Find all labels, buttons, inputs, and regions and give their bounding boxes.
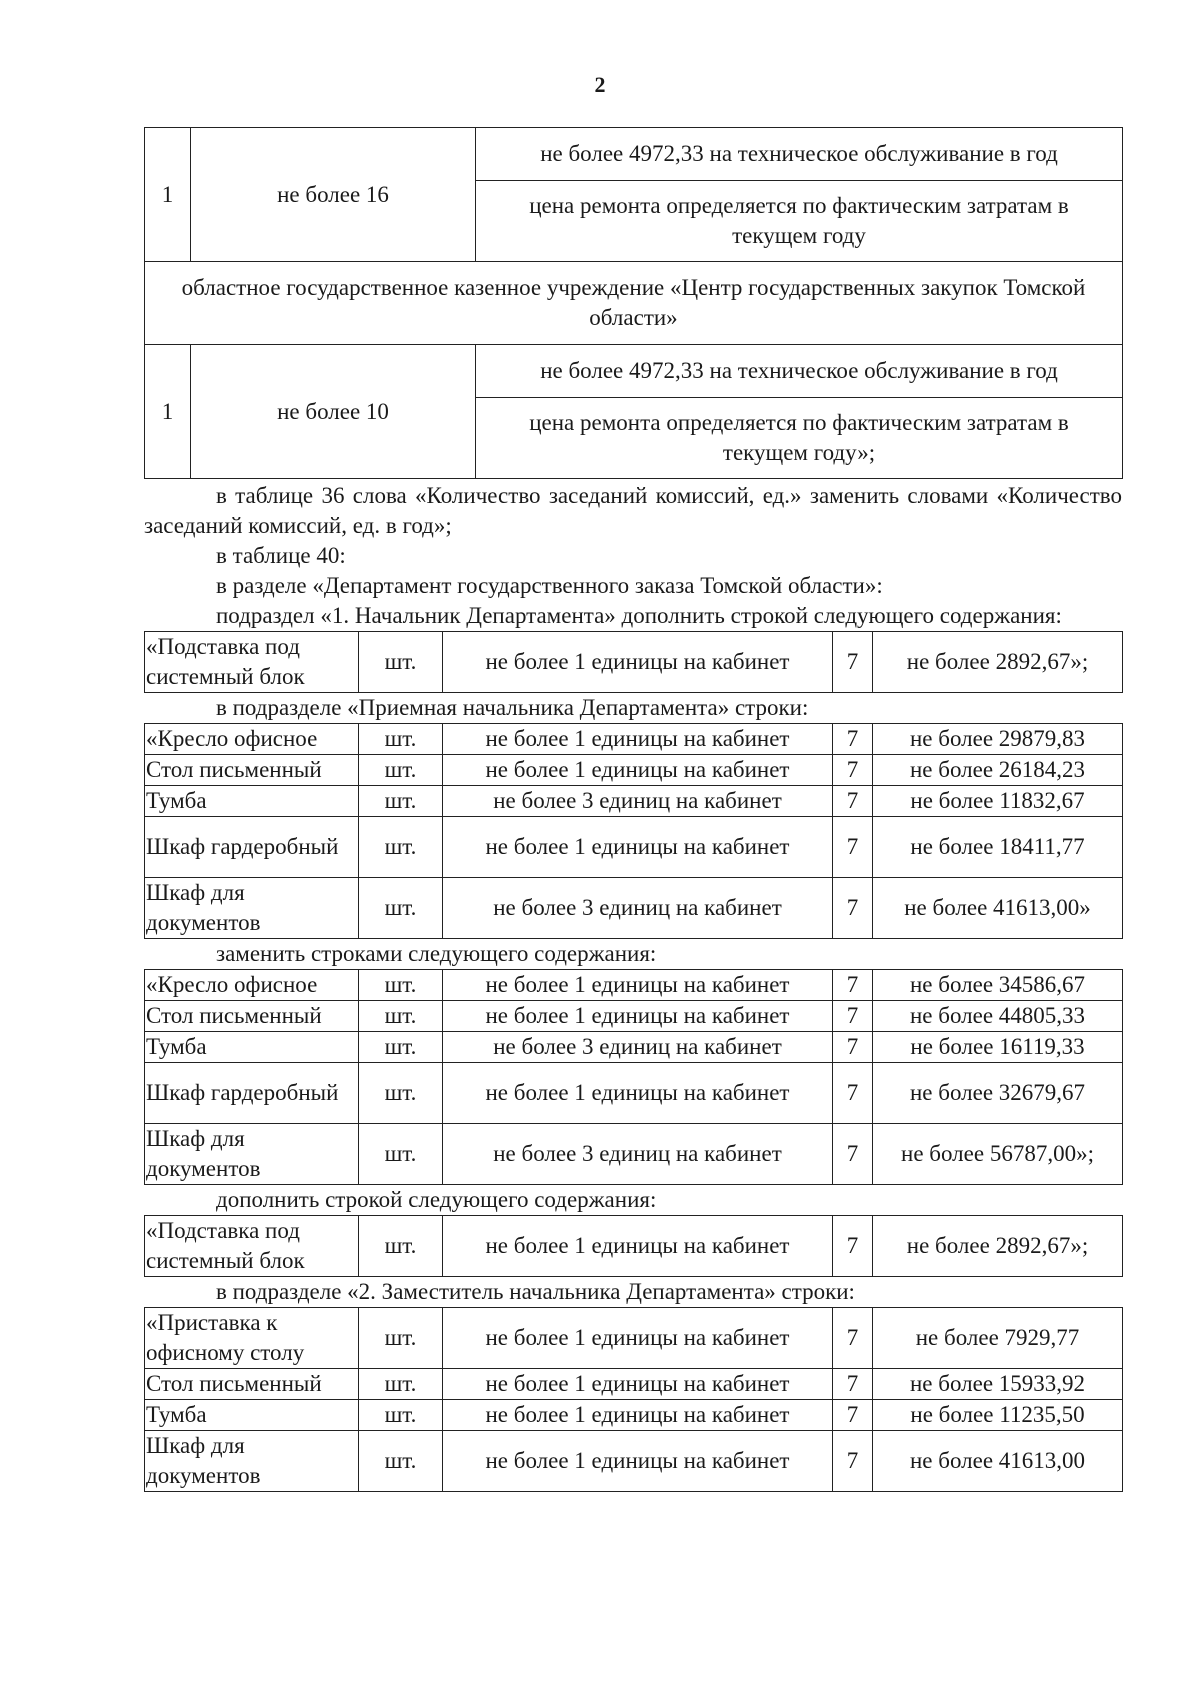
norm-cell: не более 1 единицы на кабинет	[443, 817, 833, 878]
norm-cell: не более 1 единицы на кабинет	[443, 755, 833, 786]
table-row	[145, 262, 1123, 345]
organization-name: областное государственное казенное учреждение «Центр государственных закупок Томской области»	[145, 262, 1123, 345]
document-body	[144, 127, 1122, 1492]
item-name-cell: «Подставка под системный блок	[145, 1216, 359, 1277]
paragraph: подраздел «1. Начальник Департамента» дополнить строкой следующего содержания:	[216, 603, 1062, 628]
price-cell: не более 41613,00»	[873, 878, 1123, 939]
item-name-cell: Тумба	[145, 1032, 359, 1063]
norm-cell: не более 1 единицы на кабинет	[443, 1369, 833, 1400]
unit-cell: шт.	[359, 724, 443, 755]
norm-cell: не более 1 единицы на кабинет	[443, 1216, 833, 1277]
unit-cell: шт.	[359, 878, 443, 939]
page-number: 2	[594, 72, 606, 97]
unit-cell: шт.	[359, 786, 443, 817]
item-name-cell: Стол письменный	[145, 1369, 359, 1400]
price-cell: не более 2892,67»;	[873, 1216, 1123, 1277]
table-maintenance	[144, 127, 1123, 479]
table-add-stand-1	[144, 631, 1123, 693]
term-cell: 7	[833, 786, 873, 817]
item-name-cell: Шкаф для документов	[145, 1431, 359, 1492]
table-row	[145, 1063, 1123, 1124]
quantity-cell: не более 16	[191, 128, 476, 262]
term-cell: 7	[833, 1001, 873, 1032]
table-row	[145, 817, 1123, 878]
table-row	[145, 1400, 1123, 1431]
paragraph: дополнить строкой следующего содержания:	[216, 1187, 657, 1212]
item-name-cell: «Приставка к офисному столу	[145, 1308, 359, 1369]
norm-cell: не более 1 единицы на кабинет	[443, 970, 833, 1001]
unit-cell: шт.	[359, 1216, 443, 1277]
term-cell: 7	[833, 1124, 873, 1185]
unit-cell: шт.	[359, 632, 443, 693]
item-name-cell: Шкаф для документов	[145, 1124, 359, 1185]
table-row	[145, 632, 1123, 693]
term-cell: 7	[833, 970, 873, 1001]
item-name-cell: «Подставка под системный блок	[145, 632, 359, 693]
item-name-cell: Тумба	[145, 1400, 359, 1431]
price-cell: не более 2892,67»;	[873, 632, 1123, 693]
table-row	[145, 878, 1123, 939]
price-cell: не более 11832,67	[873, 786, 1123, 817]
norm-cell: не более 1 единицы на кабинет	[443, 1308, 833, 1369]
unit-cell: шт.	[359, 817, 443, 878]
item-name-cell: «Кресло офисное	[145, 724, 359, 755]
item-name-cell: Стол письменный	[145, 755, 359, 786]
norm-cell: не более 3 единиц на кабинет	[443, 878, 833, 939]
table-row	[145, 1124, 1123, 1185]
unit-cell: шт.	[359, 1063, 443, 1124]
item-name-cell: Тумба	[145, 786, 359, 817]
price-cell: не более 41613,00	[873, 1431, 1123, 1492]
repair-cost-cell: цена ремонта определяется по фактическим затратам в текущем году»;	[476, 398, 1123, 479]
unit-cell: шт.	[359, 970, 443, 1001]
table-row	[145, 755, 1123, 786]
item-name-cell: Шкаф гардеробный	[145, 817, 359, 878]
term-cell: 7	[833, 724, 873, 755]
term-cell: 7	[833, 1431, 873, 1492]
table-row	[145, 1001, 1123, 1032]
term-cell: 7	[833, 632, 873, 693]
paragraph: в таблице 36 слова «Количество заседаний комиссий, ед.» заменить словами «Количество заседаний комиссий, ед. в год»;	[144, 483, 1122, 538]
paragraph: в разделе «Департамент государственного заказа Томской области»:	[216, 573, 883, 598]
term-cell: 7	[833, 1063, 873, 1124]
paragraph: заменить строками следующего содержания:	[216, 941, 657, 966]
term-cell: 7	[833, 1400, 873, 1431]
item-name-cell: Шкаф гардеробный	[145, 1063, 359, 1124]
term-cell: 7	[833, 817, 873, 878]
paragraph: в таблице 40:	[216, 543, 346, 568]
norm-cell: не более 3 единиц на кабинет	[443, 1124, 833, 1185]
price-cell: не более 29879,83	[873, 724, 1123, 755]
quantity-cell: не более 10	[191, 345, 476, 479]
price-cell: не более 15933,92	[873, 1369, 1123, 1400]
paragraph: в подразделе «Приемная начальника Департамента» строки:	[216, 695, 809, 720]
table-row	[145, 1431, 1123, 1492]
price-cell: не более 26184,23	[873, 755, 1123, 786]
term-cell: 7	[833, 1369, 873, 1400]
item-name-cell: Шкаф для документов	[145, 878, 359, 939]
unit-cell: шт.	[359, 1400, 443, 1431]
unit-cell: шт.	[359, 1308, 443, 1369]
repair-cost-cell: цена ремонта определяется по фактическим затратам в текущем году	[476, 181, 1123, 262]
norm-cell: не более 1 единицы на кабинет	[443, 1400, 833, 1431]
norm-cell: не более 3 единиц на кабинет	[443, 1032, 833, 1063]
unit-cell: шт.	[359, 1001, 443, 1032]
term-cell: 7	[833, 1308, 873, 1369]
service-cost-cell: не более 4972,33 на техническое обслуживание в год	[476, 128, 1123, 181]
unit-cell: шт.	[359, 1124, 443, 1185]
table-row	[145, 786, 1123, 817]
term-cell: 7	[833, 755, 873, 786]
table-row	[145, 1032, 1123, 1063]
norm-cell: не более 1 единицы на кабинет	[443, 1001, 833, 1032]
table-row	[145, 1216, 1123, 1277]
paragraph: в подразделе «2. Заместитель начальника Департамента» строки:	[216, 1279, 855, 1304]
row-number: 1	[145, 128, 191, 262]
norm-cell: не более 1 единицы на кабинет	[443, 632, 833, 693]
table-row	[145, 128, 1123, 181]
norm-cell: не более 3 единиц на кабинет	[443, 786, 833, 817]
table-reception-old	[144, 723, 1123, 939]
table-add-stand-2	[144, 1215, 1123, 1277]
price-cell: не более 18411,77	[873, 817, 1123, 878]
term-cell: 7	[833, 1216, 873, 1277]
norm-cell: не более 1 единицы на кабинет	[443, 724, 833, 755]
price-cell: не более 32679,67	[873, 1063, 1123, 1124]
term-cell: 7	[833, 878, 873, 939]
unit-cell: шт.	[359, 755, 443, 786]
table-row	[145, 970, 1123, 1001]
unit-cell: шт.	[359, 1369, 443, 1400]
table-reception-new	[144, 969, 1123, 1185]
item-name-cell: «Кресло офисное	[145, 970, 359, 1001]
price-cell: не более 56787,00»;	[873, 1124, 1123, 1185]
price-cell: не более 7929,77	[873, 1308, 1123, 1369]
unit-cell: шт.	[359, 1431, 443, 1492]
price-cell: не более 16119,33	[873, 1032, 1123, 1063]
row-number: 1	[145, 345, 191, 479]
table-row	[145, 345, 1123, 398]
table-row	[145, 1308, 1123, 1369]
price-cell: не более 11235,50	[873, 1400, 1123, 1431]
service-cost-cell: не более 4972,33 на техническое обслуживание в год	[476, 345, 1123, 398]
table-row	[145, 1369, 1123, 1400]
term-cell: 7	[833, 1032, 873, 1063]
table-row	[145, 724, 1123, 755]
norm-cell: не более 1 единицы на кабинет	[443, 1063, 833, 1124]
unit-cell: шт.	[359, 1032, 443, 1063]
table-deputy	[144, 1307, 1123, 1492]
price-cell: не более 44805,33	[873, 1001, 1123, 1032]
norm-cell: не более 1 единицы на кабинет	[443, 1431, 833, 1492]
price-cell: не более 34586,67	[873, 970, 1123, 1001]
item-name-cell: Стол письменный	[145, 1001, 359, 1032]
